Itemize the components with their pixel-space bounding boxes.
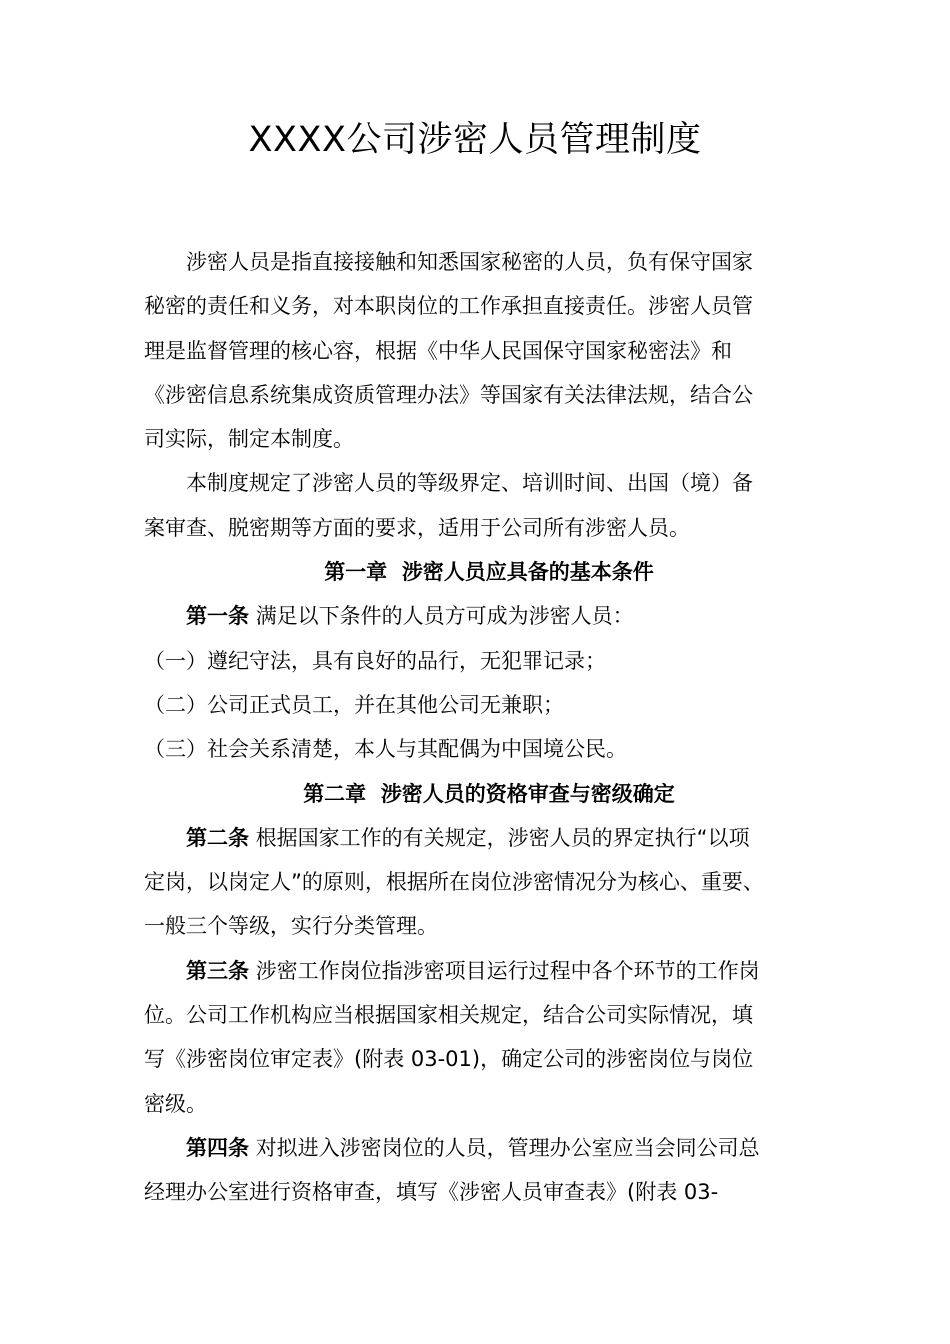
chapter-heading-1	[144, 550, 834, 594]
text-line: 一般三个等级，实行分类管理。	[144, 914, 438, 939]
text-line: 密级。	[144, 1091, 207, 1116]
text-line: 司实际，制定本制度。	[144, 427, 354, 452]
chapter-title: 涉密人员应具备的基本条件	[401, 560, 654, 585]
chapter-heading-2	[144, 772, 834, 816]
text-line: 写《涉密岗位审定表》(附表 03-01)，确定公司的涉密岗位与岗位	[144, 1047, 754, 1072]
document-body	[144, 240, 834, 1215]
text-line: 定岗，以岗定人”的原则，根据所在岗位涉密情况分为核心、重要、	[144, 870, 764, 895]
text-line	[144, 816, 834, 860]
text-line	[144, 1126, 834, 1170]
article-label: 第三条	[186, 958, 249, 983]
text-line	[144, 949, 834, 993]
text-line: 案审查、脱密期等方面的要求，适用于公司所有涉密人员。	[144, 515, 690, 540]
intro-paragraph-2	[144, 461, 834, 550]
article-2	[144, 816, 834, 949]
list-item: （三）社会关系清楚，本人与其配偶为中国境公民。	[144, 737, 627, 762]
text-line: 本制度规定了涉密人员的等级界定、培训时间、出国（境）备	[186, 471, 753, 496]
chapter-number: 第二章	[303, 781, 367, 806]
text-line: 经理办公室进行资格审查，填写《涉密人员审查表》(附表 03-	[144, 1180, 719, 1205]
text-line: 位。公司工作机构应当根据国家相关规定，结合公司实际情况，填	[144, 1003, 753, 1028]
list-item: （二）公司正式员工，并在其他公司无兼职；	[144, 692, 564, 717]
chapter-title: 涉密人员的资格审查与密级确定	[380, 781, 675, 806]
list-item: （一）遵纪守法，具有良好的品行，无犯罪记录；	[144, 648, 606, 673]
text-line: 涉密人员是指直接接触和知悉国家秘密的人员，负有保守国家	[186, 250, 753, 274]
text-line: 秘密的责任和义务，对本职岗位的工作承担直接责任。涉密人员管	[144, 294, 753, 319]
article-text: 对拟进入涉密岗位的人员，管理办公室应当会同公司总	[255, 1135, 760, 1160]
text-line: 理是监督管理的核心容，根据《中华人民国保守国家秘密法》和	[144, 338, 732, 363]
text-line: 《涉密信息系统集成资质管理办法》等国家有关法律法规，结合公	[144, 382, 753, 407]
article-4	[144, 1126, 834, 1215]
article-text: 满足以下条件的人员方可成为涉密人员：	[255, 604, 634, 629]
article-text: 根据国家工作的有关规定，涉密人员的界定执行“以项	[255, 825, 750, 850]
article-label: 第二条	[186, 825, 249, 850]
intro-paragraph-1	[144, 240, 834, 461]
document-title: XXXX公司涉密人员管理制度	[248, 120, 702, 160]
article-1	[144, 594, 834, 638]
article-label: 第四条	[186, 1135, 249, 1160]
chapter-number: 第一章	[324, 560, 388, 585]
article-label: 第一条	[186, 604, 249, 629]
article-text: 涉密工作岗位指涉密项目运行过程中各个环节的工作岗	[255, 958, 760, 983]
article-3	[144, 949, 834, 1126]
